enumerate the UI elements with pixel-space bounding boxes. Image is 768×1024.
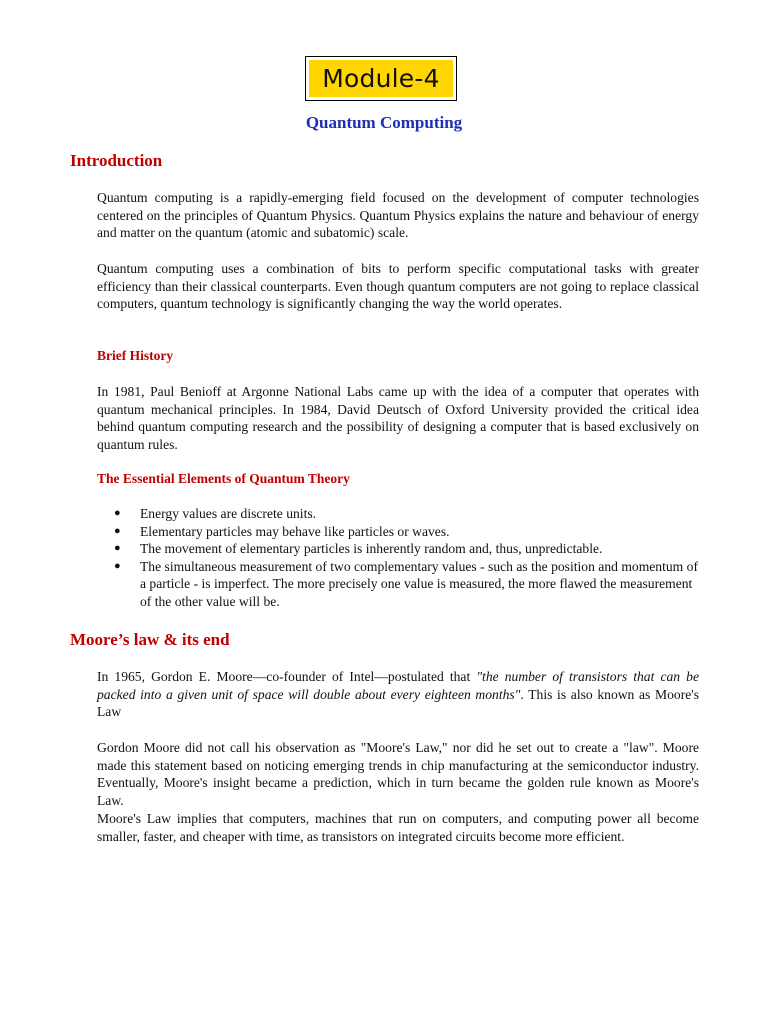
bullet-icon: ●	[114, 524, 121, 537]
brief-history-heading: Brief History	[97, 348, 174, 363]
bullet-icon: ●	[114, 559, 121, 572]
brief-history-paragraph: In 1981, Paul Benioff at Argonne National Labs came up with the idea of a computer that operates with quantum mechanical principles. In 1984, David Deutsch of Oxford University provided the critical idea behind quantum computing research and the possibility of designing a computer that is based exclusively on quantum rules.	[97, 384, 699, 452]
list-item	[97, 523, 699, 541]
module-label: Module-4	[309, 60, 453, 97]
introduction-paragraph-1: Quantum computing is a rapidly-emerging field focused on the development of computer technologies centered on the principles of Quantum Physics. Quantum Physics explains the nature and behaviour of energy and matter on the quantum (atomic and subatomic) scale.	[97, 190, 699, 241]
page-title: Quantum Computing	[305, 113, 463, 132]
list-item-text: Energy values are discrete units.	[140, 506, 317, 521]
moores-law-trailing-text: . This is also known as Moore's Law	[97, 686, 699, 720]
bullet-icon: ●	[114, 507, 121, 519]
list-item-text: The simultaneous measurement of two complementary values - such as the position and momentum of a particle - is imperfect. The more precisely one value is measured, the more flawed the measurement of the other value will be.	[140, 558, 698, 609]
introduction-paragraph-2: Quantum computing uses a combination of bits to perform specific computational tasks with greater efficiency than their classical counterparts. Even though quantum computers are not going to replace classical computers, quantum technology is significantly changing the way the world operates.	[97, 261, 699, 312]
list-item	[97, 558, 699, 611]
moores-law-paragraph-1	[97, 668, 699, 721]
essential-elements-heading: The Essential Elements of Quantum Theory	[97, 471, 350, 486]
moores-law-heading: Moore’s law & its end	[70, 630, 230, 649]
moores-law-quote: "the number of transistors that can be packed into a given unit of space will double about every eighteen months"	[97, 669, 699, 702]
introduction-heading: Introduction	[70, 151, 163, 170]
essential-elements-list	[97, 505, 699, 611]
list-item-text: Elementary particles may behave like particles or waves.	[140, 523, 450, 539]
bullet-icon: ●	[114, 542, 121, 555]
moores-law-paragraph-2: Gordon Moore did not call his observation as "Moore's Law," nor did he set out to create a "law". Moore made this statement based on noticing emerging trends in chip manufacturing at the semiconductor industry. Eventually, Moore's insight became a prediction, which in turn became the golden rule known as Moore's Law.	[97, 740, 699, 808]
moores-law-intro-text: In 1965, Gordon E. Moore—co-founder of Intel—postulated that	[97, 669, 477, 684]
moores-law-paragraph-3: Moore's Law implies that computers, machines that run on computers, and computing power all become smaller, faster, and cheaper with time, as transistors on integrated circuits become more efficient.	[97, 811, 699, 844]
list-item	[97, 540, 699, 558]
list-item-text: The movement of elementary particles is inherently random and, thus, unpredictable.	[140, 541, 603, 557]
module-label-box	[305, 56, 457, 101]
list-item	[97, 505, 699, 523]
